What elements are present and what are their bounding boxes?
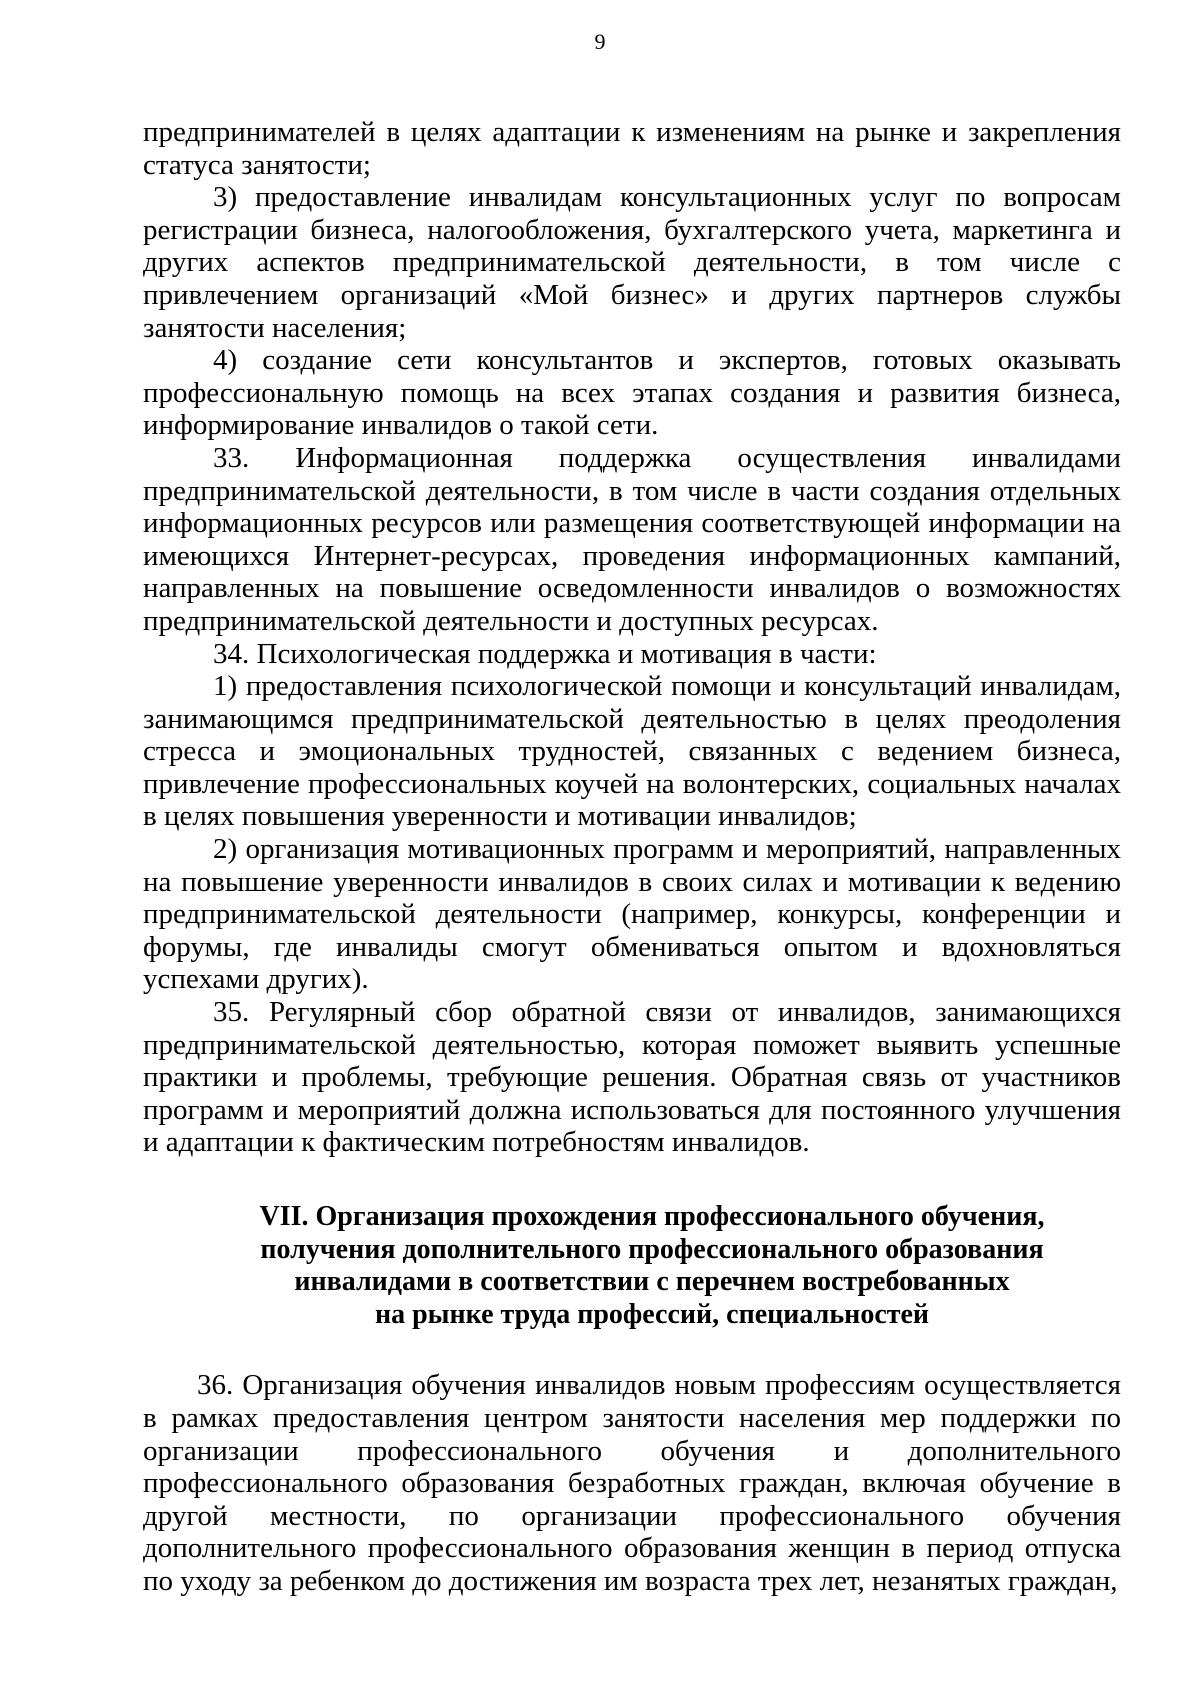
page-number: 9	[594, 29, 606, 54]
list-item-2-motivation-programs: 2) организация мотивационных программ и мероприятий, направленных на повышение уверенности инвалидов в своих силах и мотивации к ведению предпринимательской деятельности (например, конкурсы, конференции и форумы, где инвалиды смогут обмениваться опытом и вдохновляться успехами других).	[143, 833, 1121, 996]
section-heading-line: инвалидами в соответствии с перечнем востребованных	[294, 1266, 1010, 1298]
section-heading-line: получения дополнительного профессионального образования	[260, 1233, 1044, 1265]
section-heading-line: VII. Организация прохождения профессионального обучения,	[259, 1201, 1045, 1232]
list-item-1-psychological-help: 1) предоставления психологической помощи и консультаций инвалидам, занимающимся предпринимательской деятельностью в целях преодоления стресса и эмоциональных трудностей, связанных с ведением бизнеса, привлечение профессиональных коучей на волонтерских, социальных началах в целях повышения уверенности и мотивации инвалидов;	[143, 670, 1121, 833]
clause-34-psychological-support: 34. Психологическая поддержка и мотивация в части:	[213, 637, 877, 670]
section-heading-line: на рынке труда профессий, специальностей	[374, 1298, 930, 1330]
clause-33-information-support: 33. Информационная поддержка осуществления инвалидами предпринимательской деятельности, в том числе в части создания отдельных информационных ресурсов или размещения соответствующей информации на имеющихся Интернет-ресурсах, проведения информационных кампаний, направленных на повышение осведомленности инвалидов о возможностях предпринимательской деятельности и доступных ресурсах.	[143, 441, 1121, 637]
clause-36-training-organization: 36. Организация обучения инвалидов новым профессиям осуществляется в рамках предоставления центром занятости населения мер поддержки по организации профессионального обучения и дополнительного профессионального образования безработных граждан, включая обучение в другой местности, по организации профессионального обучения дополнительного профессионального образования женщин в период отпуска по уходу за ребенком до достижения им возраста трех лет, незанятых граждан,	[143, 1369, 1121, 1597]
list-item-3-consulting-services: 3) предоставление инвалидам консультационных услуг по вопросам регистрации бизнеса, налогообложения, бухгалтерского учета, маркетинга и других аспектов предпринимательской деятельности, в том числе с привлечением организаций «Мой бизнес» и других партнеров службы занятости населения;	[143, 181, 1121, 344]
clause-35-feedback-collection: 35. Регулярный сбор обратной связи от инвалидов, занимающихся предпринимательской деятельностью, которая поможет выявить успешные практики и проблемы, требующие решения. Обратная связь от участников программ и мероприятий должна использоваться для постоянного улучшения и адаптации к фактическим потребностям инвалидов.	[143, 996, 1121, 1159]
document-body	[143, 116, 1121, 1598]
paragraph-continuation: предпринимателей в целях адаптации к изменениям на рынке и закрепления статуса занятости;	[143, 116, 1121, 181]
section-heading-vii	[143, 1201, 1121, 1331]
list-item-4-expert-network: 4) создание сети консультантов и экспертов, готовых оказывать профессиональную помощь на всех этапах создания и развития бизнеса, информирование инвалидов о такой сети.	[143, 344, 1121, 442]
